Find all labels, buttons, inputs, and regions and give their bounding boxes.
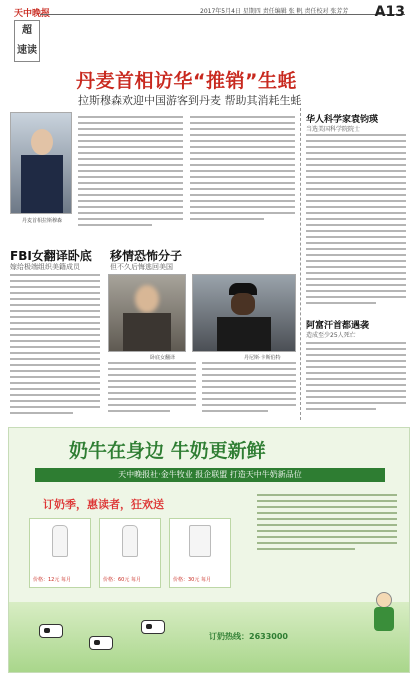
- milk-carton-icon: [189, 525, 211, 557]
- lead-headline: 丹麦首相访华“推销”生蚝: [76, 70, 297, 92]
- ad-slogan: 订奶季，惠读者，狂欢送: [43, 498, 164, 511]
- product-price-3: 价格：30元 每月: [173, 577, 211, 583]
- mascot-icon: [371, 592, 397, 632]
- figure-blurred-head: [135, 285, 159, 313]
- side-story-2-text: [306, 342, 406, 420]
- product-card-2: [99, 518, 161, 588]
- cow-icon: [39, 624, 63, 638]
- milk-bottle-icon: [52, 525, 68, 557]
- lead-column-1: [78, 116, 183, 236]
- figure-coat: [123, 313, 171, 352]
- milk-bottle-icon: [122, 525, 138, 557]
- translator-caption: 卧底女翻译: [150, 355, 176, 361]
- fbi-story-title: FBI女翻译卧底: [10, 249, 92, 263]
- prime-minister-photo: [10, 112, 72, 214]
- section-label: 超 速读: [14, 20, 40, 62]
- newspaper-logo: 天中晚报: [14, 9, 51, 19]
- figure-shirt: [217, 317, 271, 352]
- side-story-2-subtitle: 造成至少25人死亡: [306, 332, 356, 339]
- fbi-column-2: [108, 362, 196, 422]
- masthead: [0, 0, 415, 58]
- milk-advertisement: [8, 427, 410, 673]
- lead-subhead: 拉斯穆森欢迎中国游客到丹麦 帮助其消耗生蚝: [78, 94, 302, 107]
- page-number: A13: [374, 4, 405, 20]
- side-story-1-subtitle: 当选美国科学院院士: [306, 126, 361, 133]
- fbi-story-title-2: 移情恐怖分子: [110, 249, 183, 263]
- product-card-3: [169, 518, 231, 588]
- product-price-1: 价格：12元 每月: [33, 577, 71, 583]
- figure-face: [231, 293, 255, 315]
- translator-photo: [108, 274, 186, 352]
- issue-info: 2017年5月4日 星期四 责任编辑 张 帆 责任校对 张芳芳: [200, 8, 349, 15]
- cuspert-photo: [192, 274, 296, 352]
- ad-band: 天中晚报社·金牛牧业 报企联盟 打造天中牛奶新品位: [35, 468, 385, 482]
- lead-column-2: [190, 116, 295, 236]
- ad-phone-number: 订奶热线：2633000: [209, 632, 288, 641]
- fbi-story-subtitle-2: 但不久后悔逃回美国: [110, 263, 173, 271]
- fbi-story-subtitle: 嫁给极端组织美籍成员: [10, 263, 80, 271]
- cow-icon: [89, 636, 113, 650]
- column-divider: [300, 108, 301, 420]
- cow-icon: [141, 620, 165, 634]
- figure-suit: [21, 155, 63, 214]
- fbi-column-3: [202, 362, 296, 422]
- figure-head: [31, 129, 53, 155]
- product-card-1: [29, 518, 91, 588]
- side-story-2-title: 阿富汗首都遇袭: [306, 321, 370, 331]
- side-story-1-title: 华人科学家袁钧瑛: [306, 115, 379, 125]
- side-story-1-text: [306, 134, 406, 314]
- lead-photo-caption: 丹麦首相拉斯穆森: [22, 218, 63, 224]
- cuspert-caption: 丹尼斯·卡斯伯特: [244, 355, 281, 361]
- ad-details: [257, 494, 397, 554]
- product-price-2: 价格：60元 每月: [103, 577, 141, 583]
- fbi-column-1: [10, 274, 100, 422]
- ad-title: 奶牛在身边 牛奶更新鲜: [69, 440, 266, 462]
